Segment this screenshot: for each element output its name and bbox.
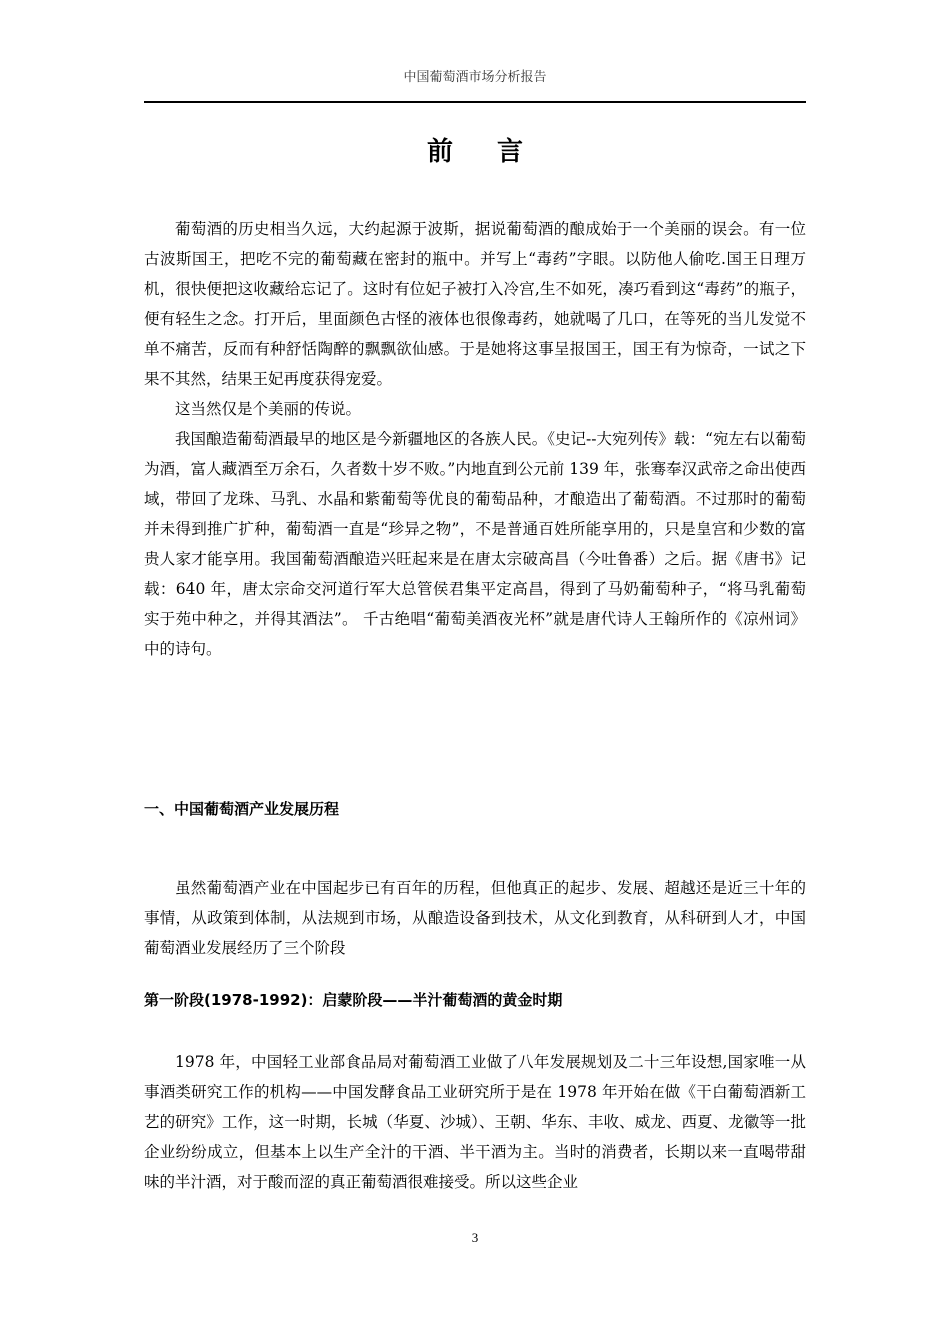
section1-paragraph-1: 虽然葡萄酒产业在中国起步已有百年的历程，但他真正的起步、发展、超越还是近三十年的事情，从政策到体制，从法规到市场，从酿造设备到技术，从文化到教育，从科研到人才，中国葡萄酒业发展经历了三个阶段 <box>144 879 806 957</box>
intro-paragraph-3: 我国酿造葡萄酒最早的地区是今新疆地区的各族人民。《史记--大宛列传》载：“宛左右以葡萄为酒，富人藏酒至万余石，久者数十岁不败。”内地直到公元前 139 年，张骞奉汉武帝之命出使西域，带回了龙珠、马乳、水晶和紫葡萄等优良的葡萄品种，才酿造出了葡萄酒。不过那时的葡萄并未得到推广扩种，葡萄酒一直是“珍异之物”，不是普通百姓所能享用的，只是皇宫和少数的富贵人家才能享用。我国葡萄酒酿造兴旺起来是在唐太宗破高昌（今吐鲁番）之后。据《唐书》记载：640 年，唐太宗命交河道行军大总管侯君集平定高昌，得到了马奶葡萄种子，“将马乳葡萄实于苑中种之，并得其酒法”。 千古绝唱“葡萄美酒夜光杯”就是唐代诗人王翰所作的《凉州词》中的诗句。 <box>144 430 806 658</box>
stage1-body <box>144 1047 806 1197</box>
page-number: 3 <box>471 1230 479 1245</box>
section-heading-industry-history: 一、中国葡萄酒产业发展历程 <box>144 800 340 818</box>
stage1-paragraph-1: 1978 年，中国轻工业部食品局对葡萄酒工业做了八年发展规划及二十三年设想,国家唯一从事酒类研究工作的机构——中国发酵食品工业研究所于是在 1978 年开始在做《干白葡萄酒新工艺的研究》工作，这一时期，长城（华夏、沙城）、王朝、华东、丰收、威龙、西夏、龙徽等一批企业纷纷成立，但基本上以生产全汁的干酒、半干酒为主。当时的消费者，长期以来一直喝带甜味的半汁酒，对于酸而涩的真正葡萄酒很难接受。所以这些企业 <box>144 1053 806 1191</box>
intro-paragraph-1: 葡萄酒的历史相当久远，大约起源于波斯，据说葡萄酒的酿成始于一个美丽的误会。有一位古波斯国王，把吃不完的葡萄藏在密封的瓶中。并写上“毒药”字眼。以防他人偷吃.国王日理万机，很快便把这收藏给忘记了。这时有位妃子被打入冷宫,生不如死，凑巧看到这“毒药”的瓶子，便有轻生之念。打开后，里面颜色古怪的液体也很像毒药，她就喝了几口，在等死的当儿发觉不单不痛苦，反而有种舒恬陶醉的飘飘欲仙感。于是她将这事呈报国王，国王有为惊奇，一试之下果不其然，结果王妃再度获得宠爱。 <box>144 220 806 388</box>
stage1-heading: 第一阶段(1978-1992)：启蒙阶段——半汁葡萄酒的黄金时期 <box>144 991 563 1009</box>
intro-section <box>144 214 806 664</box>
running-header: 中国葡萄酒市场分析报告 <box>403 70 547 85</box>
page-title: 前言 <box>426 137 567 167</box>
header-divider <box>144 101 806 103</box>
intro-paragraph-2: 这当然仅是个美丽的传说。 <box>175 400 362 418</box>
section1-body <box>144 873 806 963</box>
